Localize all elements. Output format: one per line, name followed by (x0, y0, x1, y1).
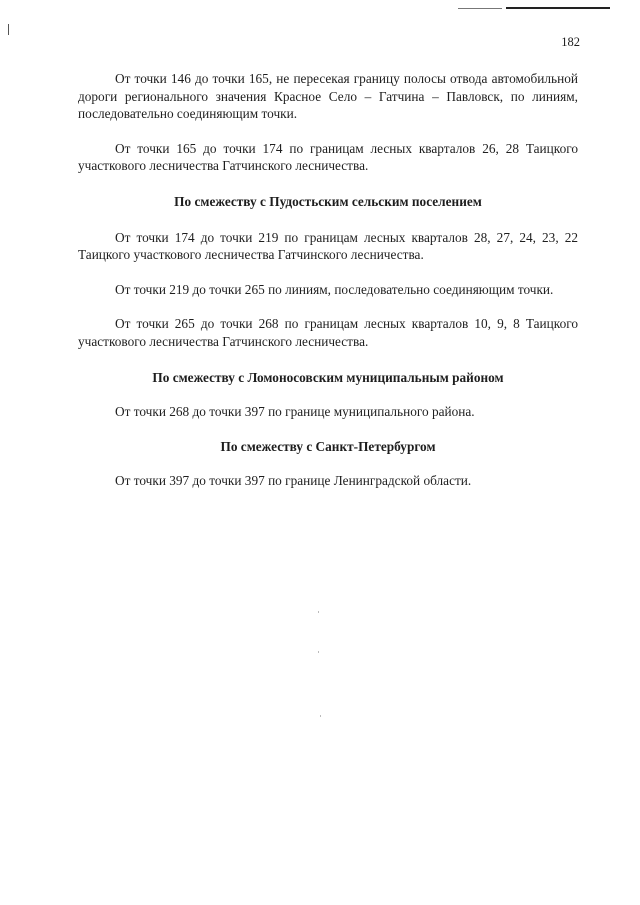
document-body (78, 70, 578, 490)
paragraph-1: От точки 146 до точки 165, не пересекая границу полосы отвода автомобильной дороги регионального значения Красное Село – Гатчина – Павловск, по линиям, последовательно соединяющим точки. (78, 71, 578, 122)
section-heading-spb: По смежеству с Санкт-Петербургом (220, 438, 436, 454)
header-rule-long (506, 7, 610, 9)
margin-mark (8, 24, 9, 35)
section-heading-lomonosov: По смежеству с Ломоносовским муниципальным районом (152, 369, 504, 385)
scan-speck (318, 611, 319, 613)
paragraph-4: От точки 219 до точки 265 по линиям, последовательно соединяющим точки. (115, 281, 554, 297)
section-heading-pudost: По смежеству с Пудостьским сельским поселением (174, 193, 482, 209)
paragraph-3: От точки 174 до точки 219 по границам лесных кварталов 28, 27, 24, 23, 22 Таицкого участкового лесничества Гатчинского лесничества. (78, 229, 578, 263)
page-number: 182 (561, 35, 580, 49)
paragraph-2: От точки 165 до точки 174 по границам лесных кварталов 26, 28 Таицкого участкового лесничества Гатчинского лесничества. (78, 140, 578, 174)
header-rule-short (458, 8, 502, 9)
paragraph-6: От точки 268 до точки 397 по границе муниципального района. (115, 404, 475, 420)
scan-speck (320, 715, 321, 717)
scan-speck (318, 651, 319, 653)
paragraph-7: От точки 397 до точки 397 по границе Ленинградской области. (115, 473, 472, 489)
paragraph-5: От точки 265 до точки 268 по границам лесных кварталов 10, 9, 8 Таицкого участкового лесничества Гатчинского лесничества. (78, 316, 578, 349)
